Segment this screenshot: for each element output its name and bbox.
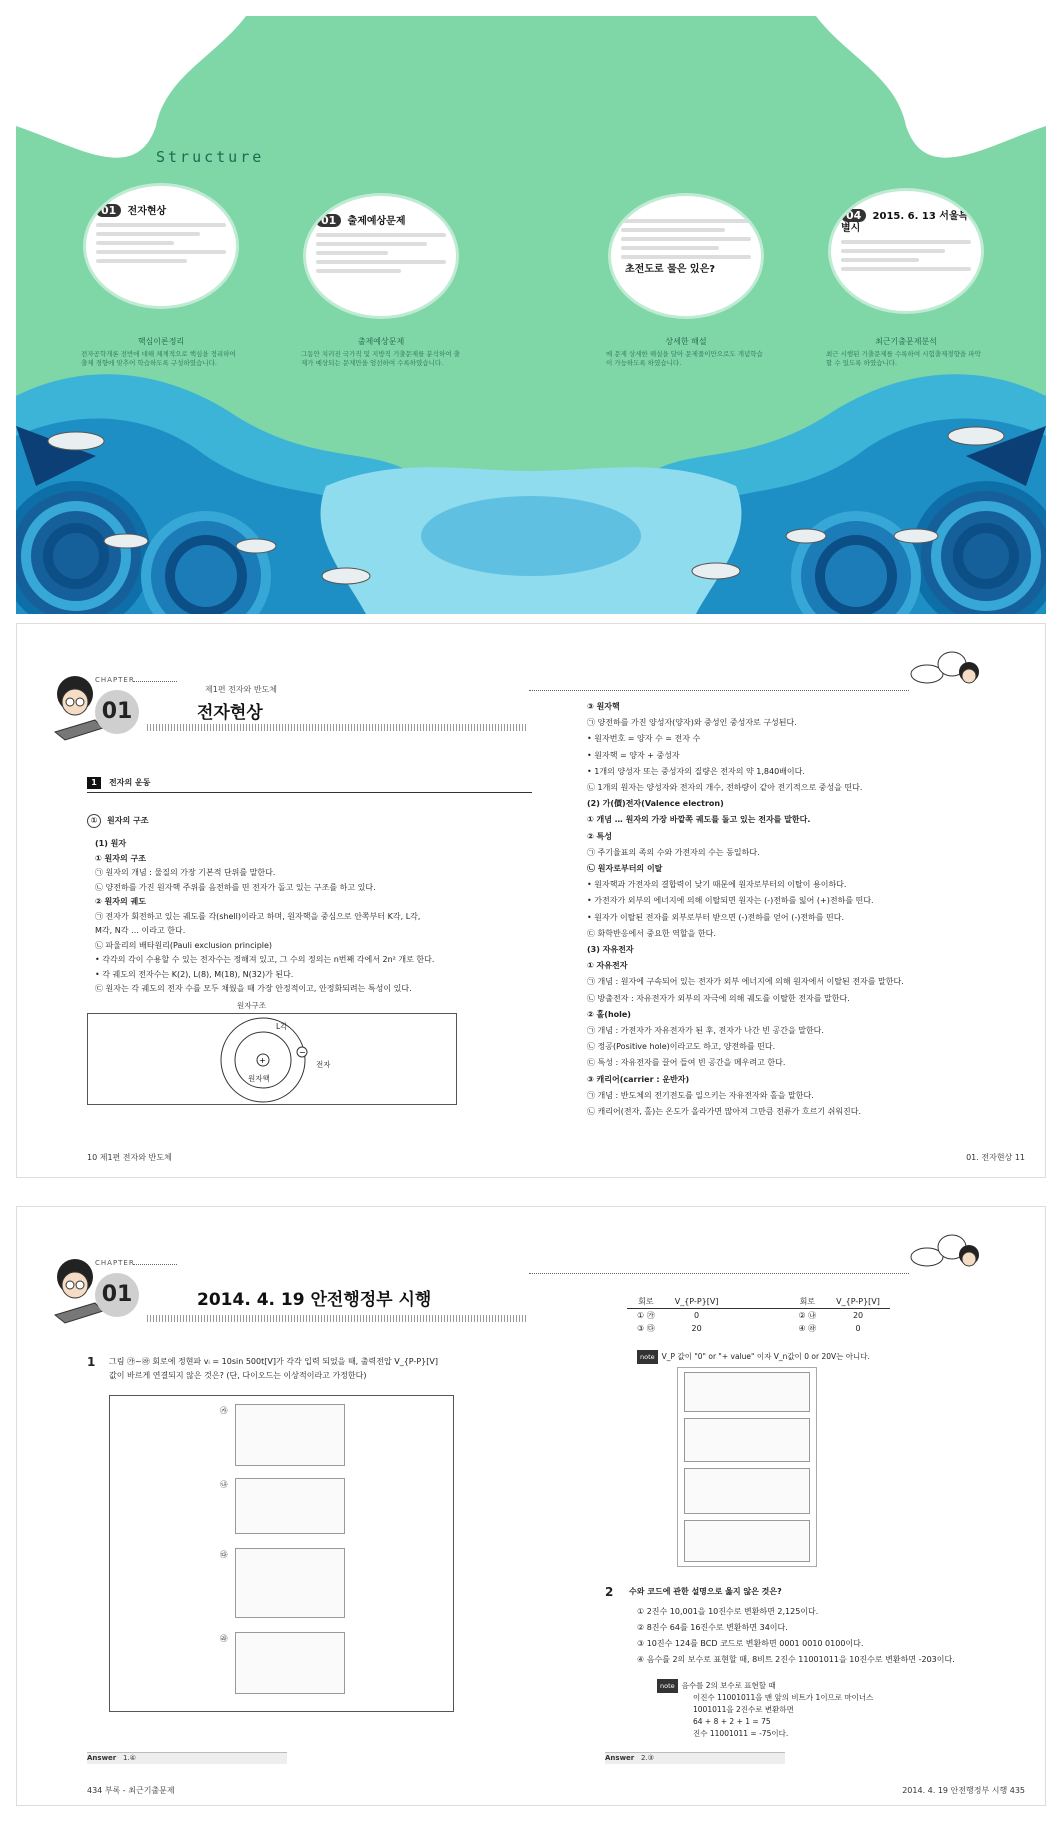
preview-card-explanation [611, 196, 761, 316]
subsection-label: 원자의 구조 [107, 816, 149, 825]
table-cell: ④ ㉱ [798, 1324, 817, 1333]
answer-label: Answer [605, 1754, 635, 1762]
chapter-title: 전자현상 [197, 703, 263, 723]
spread-pages-434-435 [16, 1206, 1046, 1806]
mascot-leaf-icon [907, 1229, 987, 1279]
circuit-a [235, 1404, 345, 1466]
note-line: 64 + 8 + 2 + 1 = 75 [693, 1717, 771, 1726]
atom-figure [87, 1013, 457, 1105]
subsection-title [87, 814, 148, 828]
solution-circuit-a [684, 1372, 810, 1412]
nucleus-label: 원자핵 [248, 1074, 270, 1083]
text-line: ㉡ 방출전자 : 자유전자가 외부의 자극에 의해 궤도를 이탈한 전자를 말한다. [587, 993, 850, 1003]
note-label: note [637, 1350, 658, 1364]
table-cell: 20 [691, 1324, 702, 1333]
table-cell: ① ㉮ [637, 1311, 655, 1320]
header-dotline [529, 1273, 909, 1274]
electron-label: 전자 [316, 1060, 331, 1069]
note-text: V_P 값이 "0" or "+ value" 이자 V_n값이 0 or 20V는 아니다. [661, 1352, 870, 1361]
answer-value: 2.③ [641, 1754, 654, 1762]
caption-title: 핵심이론정리 [137, 337, 185, 346]
text-line: ㉢ 원자는 각 궤도의 전자 수를 모두 채웠을 때 가장 안정적이고, 안정화되려는 특성이 있다. [95, 984, 412, 993]
caption-explanation [606, 336, 766, 368]
text-line: ㉠ 개념 : 원자에 구속되어 있는 전자가 외부 에너지에 의해 원자에서 이탈된 전자를 말한다. [587, 977, 904, 987]
chapter-number: 01 [95, 690, 139, 734]
circuit-d [235, 1632, 345, 1694]
card-number: 04 [841, 209, 866, 222]
answer-bar-right [605, 1752, 785, 1764]
atom-diagram [88, 1014, 458, 1106]
solution-circuit-d [684, 1520, 810, 1562]
caption-recent [826, 336, 986, 368]
caption-title: 출제예상문제 [357, 337, 405, 346]
solution-circuits [677, 1367, 817, 1567]
table-cell: 0 [855, 1324, 861, 1333]
table-row [627, 1322, 890, 1335]
section-title: 전자의 운동 [109, 778, 151, 787]
header-dotline [529, 690, 909, 691]
answer-value: 1.④ [123, 1754, 136, 1762]
section-number: 1 [87, 777, 101, 789]
table-cell: ② ㉯ [798, 1311, 817, 1320]
caption-title: 상세한 해설 [665, 337, 707, 346]
answer-label: Answer [87, 1754, 117, 1762]
footer-left: 434 부록 - 최근기출문제 [87, 1786, 175, 1795]
structure-spread [16, 16, 1046, 614]
footer-right: 2014. 4. 19 안전행정부 시행 435 [902, 1786, 1025, 1795]
text-line: ㉢ 화학반응에서 중요한 역할을 한다. [587, 928, 716, 938]
text-line: ㉠ 개념 : 가전자가 자유전자가 된 후, 전자가 나간 빈 공간을 말한다. [587, 1026, 824, 1035]
question-number: 2 [605, 1585, 614, 1599]
answer-bar-left [87, 1752, 287, 1764]
figure-caption: 원자구조 [237, 1001, 266, 1010]
option-3: ③ 10진수 124를 BCD 코드로 변환하면 0001 0010 0100이다. [637, 1639, 864, 1648]
note-1 [637, 1350, 870, 1364]
text-line: ㉠ 전자가 회전하고 있는 궤도를 각(shell)이라고 하며, 원자핵을 중심으로 안쪽부터 K각, L각, [95, 911, 421, 921]
circuit-b [235, 1478, 345, 1534]
note-line: 진수 11001011 = -75이다. [693, 1729, 789, 1738]
text-line: ① 자유전자 [587, 961, 628, 971]
preview-card-expected [306, 196, 456, 316]
ocean-illustration [16, 16, 1046, 614]
option-4: ④ 음수를 2의 보수로 표현할 때, 8비트 2진수 11001011을 10진수로 변환하면 -203이다. [637, 1655, 955, 1664]
svg-text:+: + [259, 1056, 266, 1065]
table-header: 회로 [728, 1295, 826, 1309]
text-line: • 원자핵 = 양자 + 중성자 [587, 750, 680, 760]
text-line: (1) 원자 [95, 839, 127, 848]
part-label: 제1편 전자와 반도체 [205, 685, 277, 694]
answer-table [627, 1295, 890, 1335]
card-title: 출제예상문제 [347, 216, 406, 227]
title-rule [147, 1315, 527, 1322]
text-line: • 원자가 이탈된 전자를 외부로부터 받으면 (-)전하를 얻어 (-)전하를 띤다. [587, 912, 845, 922]
structure-title: Structure [156, 148, 265, 166]
option-1: ① 2진수 10,001을 10진수로 변환하면 2,125이다. [637, 1607, 819, 1616]
caption-desc: 매 문제 상세한 해설을 달아 문제풀이만으로도 개념학습이 가능하도록 하였습니다. [606, 350, 763, 367]
exam-title: 2014. 4. 19 안전행정부 시행 [197, 1290, 432, 1310]
card-title: 초전도로 물은 있은? [625, 264, 716, 275]
circuit-label: ㉰ [220, 1550, 228, 1559]
text-line: ② 홀(hole) [587, 1009, 631, 1019]
caption-title: 최근기출문제분석 [875, 337, 937, 346]
card-number: 01 [316, 214, 341, 227]
subsection-number: ① [87, 814, 101, 828]
text-line: ② 원자의 궤도 [95, 897, 146, 906]
text-line: ㉡ 양전하를 가진 원자핵 주위를 음전하를 띤 전자가 돌고 있는 구조를 하고 있다. [95, 882, 376, 892]
circuit-label: ㉮ [220, 1406, 228, 1415]
footer-right: 01. 전자현상 11 [966, 1153, 1025, 1162]
circuit-c [235, 1548, 345, 1618]
circuit-label: ㉱ [220, 1634, 228, 1643]
table-row [627, 1309, 890, 1323]
table-cell: 20 [852, 1311, 864, 1320]
caption-desc: 그동안 치러진 국가직 및 지방직 기출문제를 분석하여 출제가 예상되는 문제만을 엄선하여 수록하였습니다. [301, 350, 460, 367]
text-line: ③ 원자핵 [587, 702, 620, 711]
table-cell: 0 [694, 1311, 700, 1320]
text-line: ㉠ 원자의 개념 : 물질의 가장 기본적 단위를 말한다. [95, 868, 276, 877]
option-2: ② 8진수 64를 16진수로 변환하면 34이다. [637, 1623, 788, 1632]
solution-circuit-b [684, 1418, 810, 1462]
note-line: 음수를 2의 보수로 표현할 때 [681, 1681, 776, 1690]
text-line: • 원자핵과 가전자의 결합력이 낮기 때문에 원자로부터의 이탈이 용이하다. [587, 880, 847, 890]
caption-theory [81, 336, 241, 368]
text-line: • 원자번호 = 양자 수 = 전자 수 [587, 734, 701, 744]
text-line: ㉠ 개념 : 반도체의 전기전도를 일으키는 자유전자와 홀을 말한다. [587, 1090, 814, 1100]
table-header: V_{P-P}[V] [665, 1295, 729, 1309]
note-label: note [657, 1679, 678, 1693]
text-line: • 각각의 각이 수용할 수 있는 전자수는 정해져 있고, 그 수의 정의는 n번째 각에서 2n² 개로 한다. [95, 955, 435, 964]
footer-left: 10 제1편 전자와 반도체 [87, 1153, 172, 1162]
text-line: ㉡ 캐리어(전자, 홀)는 온도가 올라가면 많아져 그만큼 전류가 흐르기 쉬워진다. [587, 1107, 862, 1116]
preview-card-recent [831, 191, 981, 311]
text-line: ① 원자의 구조 [95, 853, 146, 863]
table-cell: ③ ㉰ [637, 1324, 655, 1333]
svg-text:−: − [299, 1048, 306, 1057]
caption-expected [301, 336, 461, 368]
question-number: 1 [87, 1355, 96, 1369]
text-line: (3) 자유전자 [587, 945, 634, 954]
text-line: • 각 궤도의 전자수는 K(2), L(8), M(18), N(32)가 된다. [95, 969, 294, 979]
text-line: ㉡ 파울리의 배타원리(Pauli exclusion principle) [95, 940, 273, 950]
circuit-label: ㉯ [220, 1480, 228, 1489]
text-line: M각, N각 … 이라고 한다. [95, 926, 186, 935]
text-line: ㉡ 정공(Positive hole)이라고도 하고, 양전하를 띤다. [587, 1042, 776, 1052]
card-title: 전자현상 [127, 206, 167, 217]
table-header-row [627, 1295, 890, 1309]
circuit-figure [109, 1395, 454, 1712]
card-number: 01 [96, 204, 121, 217]
text-line: • 1개의 양성자 또는 중성자의 질량은 전자의 약 1,840배이다. [587, 766, 805, 776]
text-line: ㉢ 특성 : 자유전자를 끌어 들여 빈 공간을 메우려고 한다. [587, 1058, 786, 1068]
text-line: ㉠ 양전하를 가진 양성자(양자)와 중성인 중성자로 구성된다. [587, 718, 797, 728]
solution-circuit-c [684, 1468, 810, 1514]
card-title: 2015. 6. 13 서울특별시 [841, 211, 969, 234]
chapter-label: CHAPTER [95, 676, 135, 684]
shell-label: L각 [276, 1022, 288, 1031]
text-line: ① 개념 … 원자의 가장 바깥쪽 궤도를 돌고 있는 전자를 말한다. [587, 815, 811, 825]
preview-card-theory [86, 186, 236, 306]
text-line: ㉠ 주기율표의 족의 수와 가전자의 수는 동일하다. [587, 847, 760, 857]
chapter-label: CHAPTER [95, 1259, 135, 1267]
text-line: ② 특성 [587, 831, 613, 841]
table-header: V_{P-P}[V] [826, 1295, 890, 1309]
spread-pages-10-11 [16, 623, 1046, 1178]
table-header: 회로 [627, 1295, 665, 1309]
caption-desc: 전자공학개론 전반에 대해 체계적으로 핵심을 정리하여 출제 경향에 맞추어 학습하도록 구성하였습니다. [81, 350, 236, 367]
text-line: (2) 가(價)전자(Valence electron) [587, 799, 724, 809]
question-text-line2: 값이 바르게 연결되지 않은 것은? (단, 다이오드는 이상적이라고 가정한다) [109, 1371, 367, 1380]
question-text: 수와 코드에 관한 설명으로 옳지 않은 것은? [629, 1587, 782, 1596]
mascot-leaf-icon [907, 646, 987, 696]
question-text-line1: 그림 ㉮~㉱ 회로에 정현파 vᵢ = 10sin 500t[V]가 각각 입력 되었을 때, 출력전압 V_{P-P}[V] [109, 1357, 438, 1366]
text-line: ③ 캐리어(carrier : 운반자) [587, 1074, 690, 1084]
text-line: • 가전자가 외부의 에너지에 의해 이탈되면 원자는 (-)전하를 잃어 (+)전하를 띤다. [587, 896, 874, 906]
note-line: 1001011을 2진수로 변환하면 [693, 1705, 794, 1714]
chapter-number: 01 [95, 1273, 139, 1317]
title-rule [147, 724, 527, 731]
text-line: ㉡ 1개의 원자는 양성자와 전자의 개수, 전하량이 같아 전기적으로 중성을 띤다. [587, 783, 863, 792]
caption-desc: 최근 시행된 기출문제를 수록하여 시험출제경향을 파악할 수 있도록 하였습니다. [826, 350, 981, 367]
text-line: ㉡ 원자로부터의 이탈 [587, 864, 663, 873]
note-line: 이진수 11001011을 맨 앞의 비트가 1이므로 마이너스 [693, 1693, 874, 1702]
